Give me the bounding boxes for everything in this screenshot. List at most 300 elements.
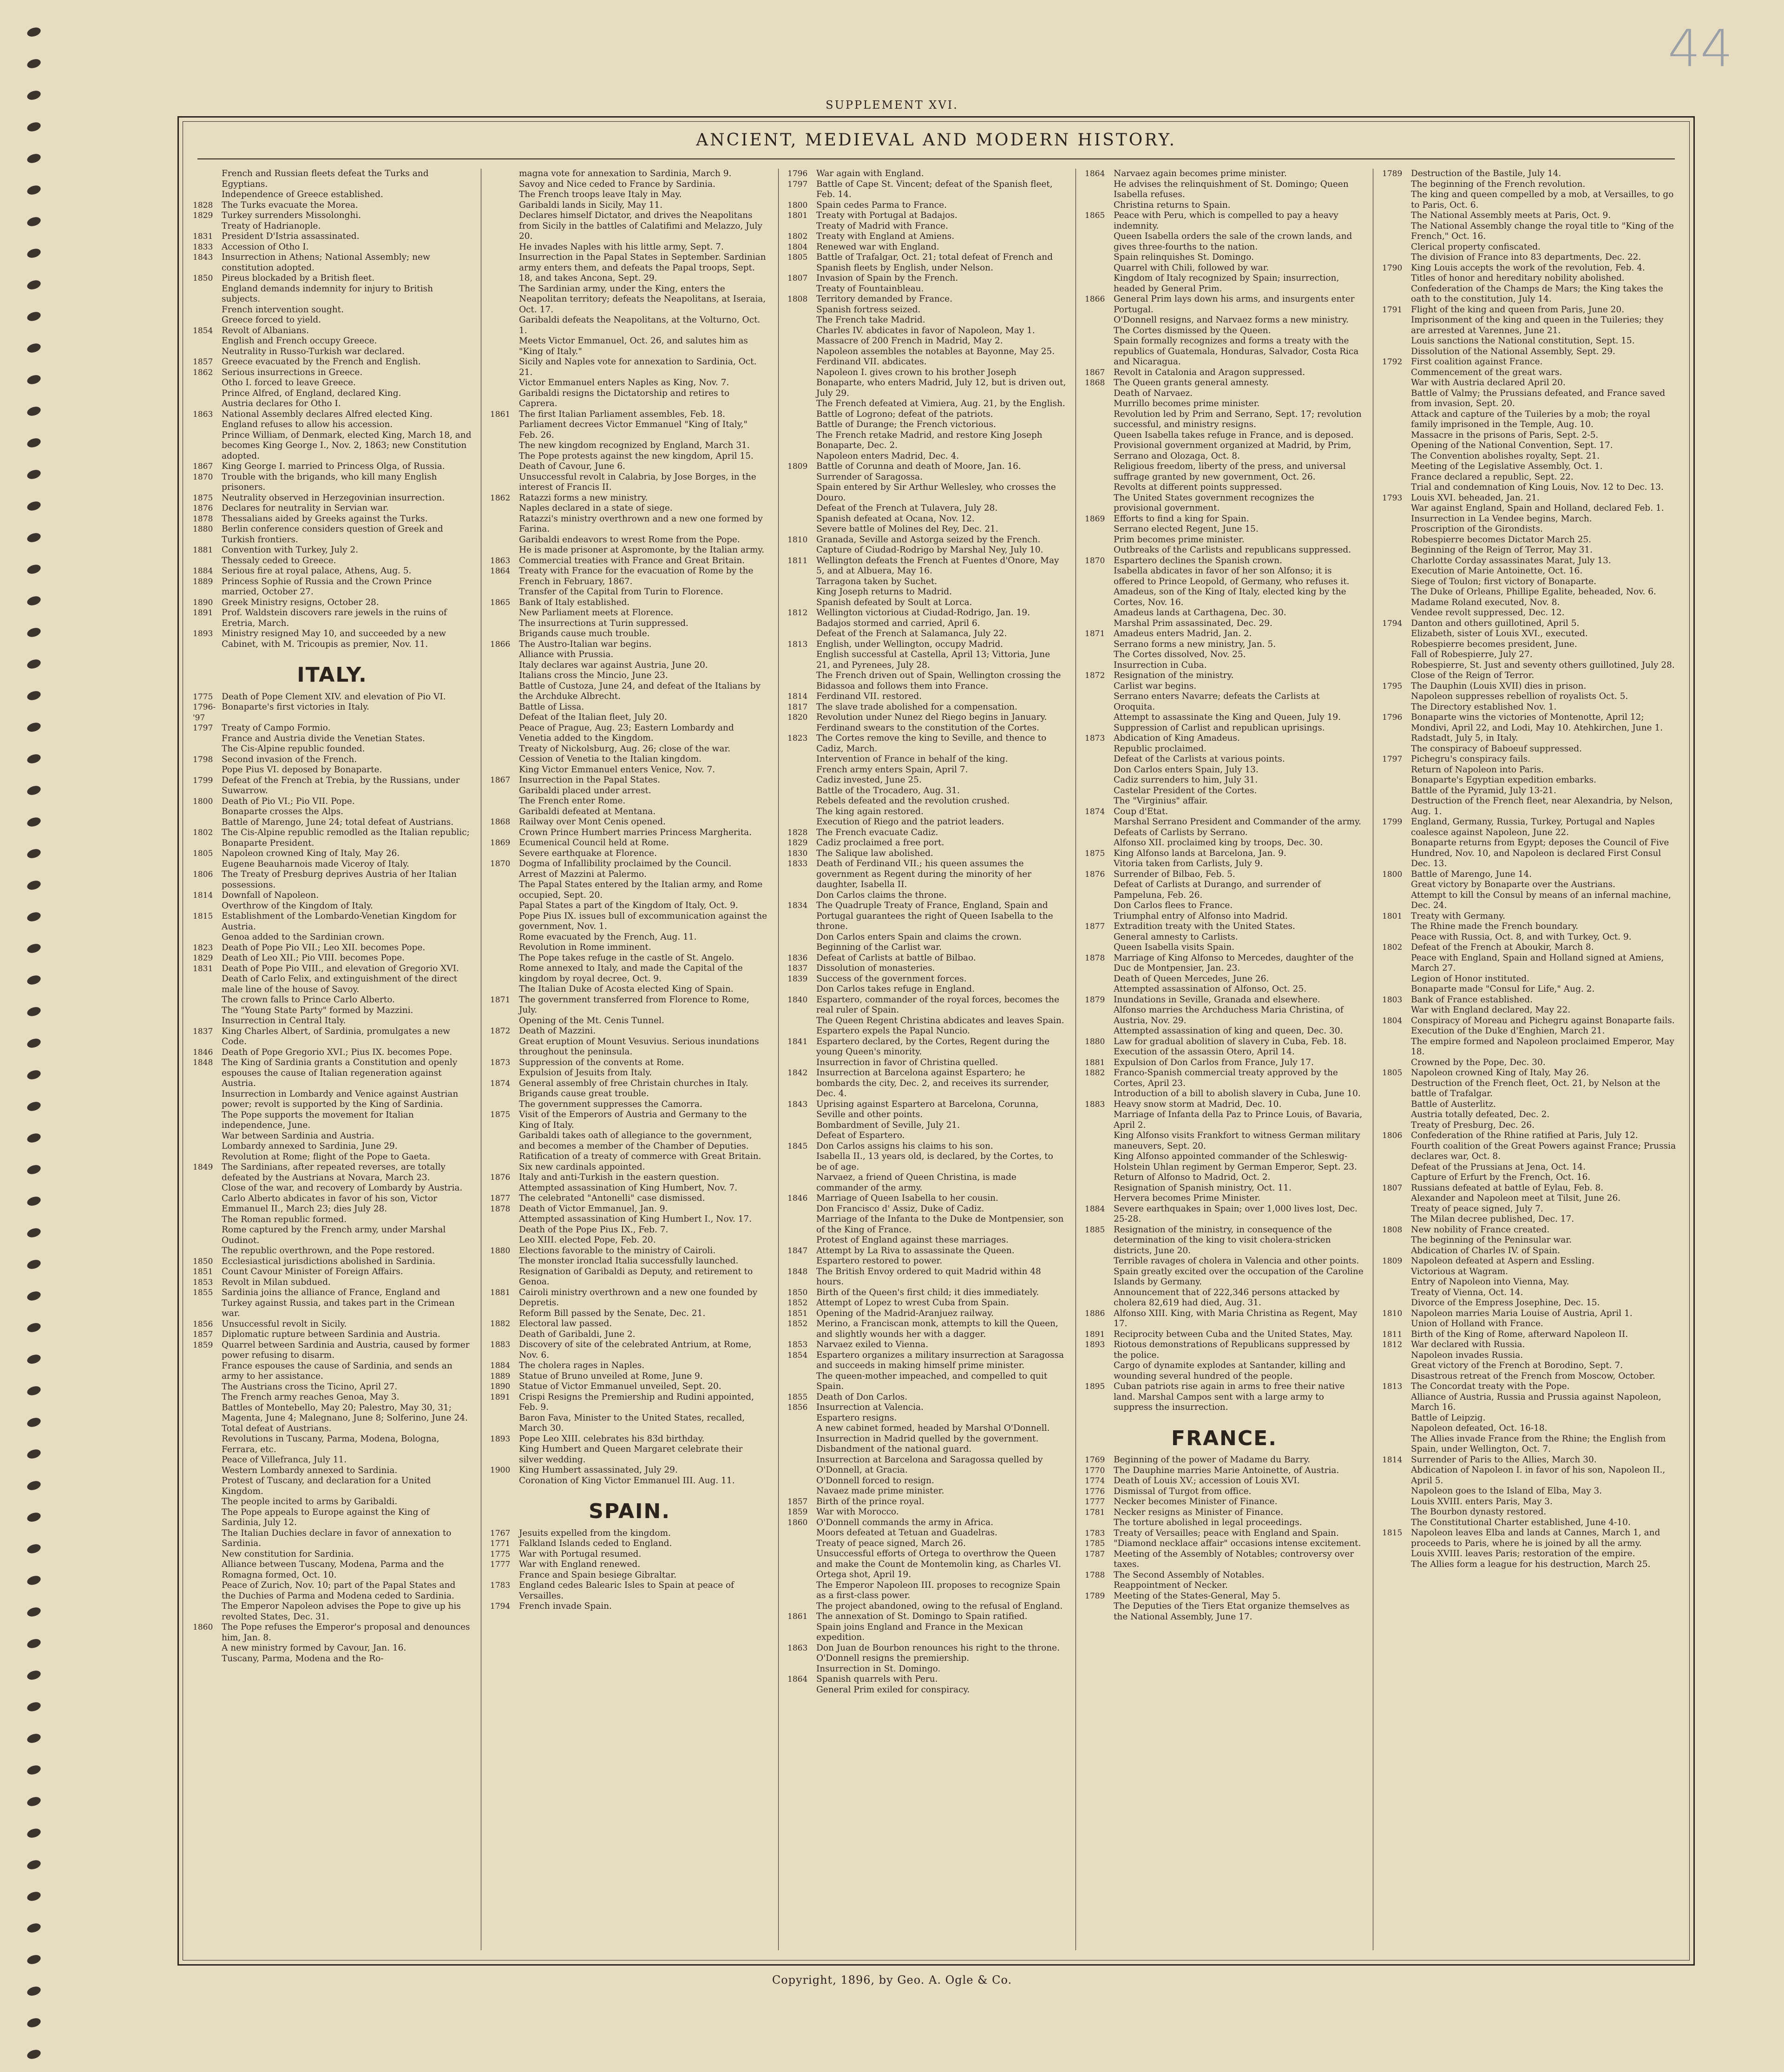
entry-text: Alfonso marries the Archduchess Maria Christina, of Austria, Nov. 29.	[1114, 1005, 1344, 1026]
entry-text: Garibaldi endeavors to wrest Rome from the Pope.	[519, 534, 740, 545]
binding-ring	[26, 658, 42, 670]
entry-year	[490, 252, 519, 284]
entry-text: Austria declares for Otho I.	[222, 399, 341, 408]
entry-text: Revolution in Rome imminent.	[519, 942, 651, 952]
history-entry	[193, 734, 472, 744]
entry-year: 1831	[193, 232, 213, 241]
entry-text: England refuses to allow his accession.	[222, 420, 393, 429]
entry-text: He advises the relinquishment of St. Domingo; Queen Isabella refuses.	[1114, 179, 1349, 199]
entry-year	[787, 671, 816, 691]
entry-year	[1382, 1037, 1411, 1058]
page-number: 44	[1668, 19, 1733, 78]
history-entry	[490, 252, 769, 284]
history-entry	[1382, 1465, 1679, 1486]
history-entry	[490, 388, 769, 409]
entry-text: Bombardment of Seville, July 21.	[816, 1120, 960, 1130]
history-entry	[787, 849, 1066, 859]
entry-year	[1085, 1601, 1114, 1622]
entry-text: Battle of Trafalgar, Oct. 21; total defeat of French and Spanish fleets by English, under Nelson.	[816, 252, 1053, 273]
entry-text: Danton and others guillotined, April 5.	[1411, 618, 1580, 628]
entry-year	[1382, 1319, 1411, 1329]
entry-text: Wellington victorious at Ciudad-Rodrigo, Jan. 19.	[816, 608, 1030, 618]
entry-text: Crispi Resigns the Premiership and Rudini appointed, Feb. 9.	[519, 1392, 754, 1412]
history-entry	[490, 702, 769, 713]
entry-text: Conspiracy of Moreau and Pichegru against Bonaparte fails.	[1411, 1015, 1675, 1026]
entry-year	[1382, 577, 1411, 587]
entry-text: The first Italian Parliament assembles, Feb. 18.	[519, 409, 725, 419]
entry-year	[1382, 1413, 1411, 1424]
history-entry	[1382, 1497, 1679, 1507]
history-entry	[1382, 305, 1679, 316]
entry-year: 1815	[1382, 1528, 1403, 1538]
entry-text: The slave trade abolished for a compensation.	[816, 702, 1017, 712]
entry-year	[1085, 482, 1114, 493]
entry-year	[193, 1580, 222, 1601]
history-entry	[1085, 493, 1364, 514]
entry-year	[1382, 650, 1411, 660]
history-entry	[1382, 514, 1679, 525]
entry-text: Death of Louis XV.; accession of Louis XVI.	[1114, 1476, 1300, 1486]
entry-year: 1882	[1085, 1068, 1105, 1078]
entry-year	[1382, 671, 1411, 681]
history-entry	[1085, 1151, 1364, 1172]
entry-year: 1830	[787, 849, 808, 858]
entry-text: Confederation of the Champs de Mars; the King takes the oath to the constitution, July 14.	[1411, 283, 1663, 304]
entry-text: Efforts to find a king for Spain.	[1114, 513, 1249, 524]
entry-year	[490, 1235, 519, 1246]
entry-text: Death of Garibaldi, June 2.	[519, 1329, 636, 1339]
entry-year	[490, 1099, 519, 1110]
history-entry	[193, 1382, 472, 1393]
entry-year: 1813	[787, 639, 808, 649]
history-entry	[1382, 179, 1679, 190]
history-entry	[1382, 482, 1679, 493]
entry-year	[193, 734, 222, 744]
entry-year: 1777	[490, 1560, 511, 1569]
entry-year: 1845	[787, 1141, 808, 1151]
entry-text: France and Austria divide the Venetian States.	[222, 733, 425, 743]
entry-text: Amadeus enters Madrid, Jan. 2.	[1114, 629, 1252, 638]
entry-text: Downfall of Napoleon.	[222, 890, 319, 900]
entry-year: 1885	[1085, 1225, 1105, 1235]
entry-year	[1085, 984, 1114, 995]
history-entry	[1085, 1193, 1364, 1204]
entry-text: Marriage of the Infanta to the Duke de Montpensier, son of the King of France.	[816, 1214, 1064, 1235]
history-entry	[193, 545, 472, 556]
history-entry	[490, 995, 769, 1016]
entry-year	[1085, 1288, 1114, 1309]
entry-text: Naples declared in a state of siege.	[519, 503, 673, 513]
entry-text: Insurrection in the Papal States.	[519, 775, 661, 785]
entry-text: Commencement of the great wars.	[1411, 367, 1562, 377]
history-entry	[490, 461, 769, 472]
entry-text: Russians defeated at battle of Eylau, Feb. 8.	[1411, 1183, 1604, 1193]
entry-text: Espartero, commander of the royal forces, becomes the real ruler of Spain.	[816, 994, 1060, 1015]
entry-text: Neutrality in Russo-Turkish war declared.	[222, 346, 405, 356]
entry-year: 1875	[193, 493, 213, 503]
history-entry	[787, 1685, 1066, 1696]
entry-year: 1797	[193, 724, 213, 733]
entry-year: 1855	[787, 1392, 808, 1402]
entry-year: 1801	[787, 211, 808, 220]
entry-year: 1893	[193, 629, 213, 638]
history-entry	[1085, 733, 1364, 744]
binding-ring	[26, 532, 42, 544]
entry-text: Declares himself Dictator, and drives the Neapolitans from Sicily in the battles of Calatifimi and Melazzo, July 20.	[519, 210, 762, 241]
entry-year	[1085, 1518, 1114, 1528]
entry-text: Vitoria taken from Carlists, July 9.	[1114, 859, 1263, 868]
entry-text: Rome evacuated by the French, Aug. 11.	[519, 932, 697, 942]
entry-year	[1382, 524, 1411, 535]
entry-year	[1382, 210, 1411, 221]
history-entry	[787, 671, 1066, 691]
entry-text: Otho I. forced to leave Greece.	[222, 378, 356, 388]
entry-year	[1085, 639, 1114, 650]
history-entry	[1382, 608, 1679, 618]
history-entry	[490, 1601, 769, 1612]
entry-year	[1085, 179, 1114, 200]
entry-year	[1382, 514, 1411, 525]
entry-text: Six new cardinals appointed.	[519, 1162, 645, 1172]
entry-text: The French evacuate Cadiz.	[816, 827, 938, 837]
entry-year: 1799	[1382, 817, 1403, 827]
history-entry	[1085, 984, 1364, 995]
entry-year	[787, 1570, 816, 1580]
binding-ring	[26, 974, 42, 986]
entry-year	[193, 974, 222, 995]
history-entry	[1382, 1455, 1679, 1466]
binding-ring	[26, 500, 42, 512]
entry-text: Savoy and Nice ceded to France by Sardinia.	[519, 179, 715, 189]
entry-text: Neutrality observed in Herzegovinian insurrection.	[222, 493, 445, 503]
entry-year	[193, 1246, 222, 1256]
entry-year	[490, 880, 519, 901]
history-entry	[787, 1507, 1066, 1518]
entry-text: Don Carlos flees to France.	[1114, 901, 1233, 910]
entry-text: Railway over Mont Cenis opened.	[519, 817, 666, 827]
entry-year	[787, 1120, 816, 1131]
entry-text: Quarrel with Chili, followed by war.	[1114, 263, 1269, 273]
entry-text: Insurrection in Central Italy.	[222, 1016, 346, 1026]
entry-text: Sicily and Naples vote for annexation to Sardinia, Oct. 21.	[519, 357, 757, 377]
entry-year	[787, 807, 816, 817]
entry-year	[1085, 880, 1114, 901]
entry-text: Opening of the National Convention, Sept. 17.	[1411, 441, 1613, 450]
entry-year: 1803	[1382, 995, 1403, 1005]
history-entry	[1085, 1256, 1364, 1267]
history-entry	[787, 650, 1066, 671]
entry-text: Attempted assassination of King Humbert, Nov. 7.	[519, 1183, 738, 1193]
entry-text: The Second Assembly of Notables.	[1114, 1570, 1265, 1580]
history-entry	[193, 911, 472, 932]
entry-text: Unsuccessful revolt in Calabria, by Jose Borges, in the interest of Francis II.	[519, 472, 756, 492]
entry-text: Union of Holland with France.	[1411, 1319, 1543, 1329]
entry-text: Robespierre becomes president, June.	[1411, 639, 1577, 649]
entry-text: Battle of Corunna and death of Moore, Jan. 16.	[816, 461, 1021, 471]
history-entry	[1382, 1277, 1679, 1288]
history-entry	[787, 1601, 1066, 1612]
history-entry	[1382, 1423, 1679, 1434]
entry-text: Ratification of a treaty of commerce with Great Britain.	[519, 1151, 761, 1161]
entry-text: Protest of England against these marriages.	[816, 1235, 1009, 1245]
history-entry	[1085, 671, 1364, 681]
history-entry	[1085, 1507, 1364, 1518]
entry-year: 1800	[1382, 869, 1403, 879]
entry-text: Reappointment of Necker.	[1114, 1580, 1228, 1590]
entry-year	[787, 1664, 816, 1675]
entry-text: The French defeated at Vimiera, Aug. 21, by the English.	[816, 399, 1065, 408]
entry-year: 1876	[193, 504, 213, 513]
entry-year	[1382, 984, 1411, 995]
entry-year	[1382, 430, 1411, 441]
history-entry	[490, 1465, 769, 1476]
history-entry	[1085, 1497, 1364, 1507]
entry-text: Garibaldi defeated at Mentana.	[519, 806, 656, 816]
history-entry	[1382, 838, 1679, 869]
history-entry	[1085, 545, 1364, 556]
entry-year	[490, 932, 519, 943]
history-entry	[1085, 618, 1364, 629]
entry-text: The king and queen compelled by a mob, at Versailles, to go to Paris, Oct. 6.	[1411, 190, 1674, 210]
binding-ring	[26, 26, 42, 38]
entry-year	[1085, 1131, 1114, 1151]
history-entry	[787, 1267, 1066, 1288]
history-entry	[787, 336, 1066, 347]
entry-year	[787, 1539, 816, 1549]
history-entry	[490, 1371, 769, 1382]
entry-text: Napoleon defeated at Aspern and Essling.	[1411, 1256, 1594, 1266]
entry-text: Death of the Pope Pius IX., Feb. 7.	[519, 1224, 669, 1235]
entry-text: The Dauphin (Louis XVII) dies in prison.	[1411, 681, 1587, 691]
history-entry	[193, 1288, 472, 1319]
entry-year: 1879	[1085, 995, 1105, 1005]
entry-year	[1382, 368, 1411, 378]
history-entry	[193, 1319, 472, 1330]
page-title: ANCIENT, MEDIEVAL AND MODERN HISTORY.	[696, 131, 1176, 150]
entry-year	[787, 1413, 816, 1424]
entry-text: Prof. Waldstein discovers rare jewels in the ruins of Eretria, March.	[222, 608, 447, 628]
entry-text: The King of Sardinia grants a Constitution and openly espouses the cause of Italian regeneration against Austria.	[222, 1058, 458, 1088]
entry-text: Defeat of the Carlists at various points.	[1114, 754, 1285, 764]
entry-text: Princess Sophie of Russia and the Crown Prince married, October 27.	[222, 576, 432, 597]
history-entry	[787, 984, 1066, 995]
history-entry	[193, 1277, 472, 1288]
entry-year	[490, 200, 519, 211]
entry-text: The Turks evacuate the Morea.	[222, 200, 358, 210]
entry-text: New Parliament meets at Florence.	[519, 608, 674, 618]
entry-year: 1805	[787, 253, 808, 262]
entry-year	[490, 587, 519, 598]
entry-text: Electoral law passed.	[519, 1319, 612, 1329]
entry-text: Amadeus, son of the King of Italy, elected king by the Cortes, Nov. 16.	[1114, 587, 1346, 607]
entry-text: Republic proclaimed.	[1114, 743, 1207, 754]
entry-text: Castelar President of the Cortes.	[1114, 785, 1257, 796]
history-entry	[193, 430, 472, 462]
entry-text: Falkland Islands ceded to England.	[519, 1539, 672, 1548]
history-entry	[490, 284, 769, 316]
entry-text: Opening of the Mt. Cenis Tunnel.	[519, 1015, 664, 1026]
history-entry	[1085, 1047, 1364, 1058]
entry-year: 1785	[1085, 1539, 1105, 1548]
entry-text: A new cabinet formed, headed by Marshal O'Donnell.	[816, 1423, 1050, 1433]
history-entry	[193, 1058, 472, 1089]
entry-text: Queen Isabella takes refuge in France, and is deposed.	[1114, 430, 1354, 440]
entry-year	[1382, 378, 1411, 388]
entry-year	[490, 963, 519, 984]
history-entry	[1085, 1131, 1364, 1151]
entry-year: 1820	[787, 713, 808, 722]
entry-year: 1880	[193, 525, 213, 534]
entry-year: 1815	[193, 912, 213, 921]
entry-text: Louis sanctions the National constitution, Sept. 15.	[1411, 336, 1635, 346]
entry-text: Marriage of Infanta della Paz to Prince Louis, of Bavaria, April 2.	[1114, 1110, 1363, 1130]
entry-text: Prim becomes prime minister.	[1114, 534, 1245, 545]
entry-text: The "Virginius" affair.	[1114, 796, 1208, 806]
history-entry	[787, 368, 1066, 399]
entry-text: Carlist war begins.	[1114, 681, 1197, 691]
history-entry	[490, 1570, 769, 1581]
entry-text: The Austrians cross the Ticino, April 27.	[222, 1381, 398, 1392]
entry-year	[1085, 1172, 1114, 1183]
history-entry	[193, 221, 472, 232]
entry-text: Don Juan de Bourbon renounces his right to the throne.	[816, 1643, 1060, 1653]
history-entry	[490, 1267, 769, 1288]
history-entry	[787, 535, 1066, 546]
entry-text: English and French occupy Greece.	[222, 336, 377, 346]
history-entry	[1085, 336, 1364, 368]
history-entry	[193, 190, 472, 200]
entry-text: War declared with Russia.	[1411, 1340, 1525, 1349]
history-entry	[1382, 754, 1679, 765]
entry-text: Death of Narvaez.	[1114, 388, 1193, 398]
entry-year	[490, 702, 519, 713]
binding-ring	[26, 1164, 42, 1176]
entry-year	[490, 190, 519, 200]
history-entry	[1085, 1361, 1364, 1381]
section-heading-spain: SPAIN.	[589, 1500, 670, 1523]
history-entry	[787, 691, 1066, 702]
history-entry	[193, 1580, 472, 1601]
entry-text: Severe earthquake at Florence.	[519, 848, 657, 858]
entry-year	[1085, 974, 1114, 985]
entry-year: 1857	[193, 357, 213, 367]
entry-year	[1382, 1204, 1411, 1215]
entry-year	[193, 1654, 222, 1664]
history-entry	[1382, 911, 1679, 922]
history-entry	[1382, 1361, 1679, 1371]
history-entry	[1382, 315, 1679, 336]
entry-year	[1085, 409, 1114, 430]
entry-year: 1876	[1085, 869, 1105, 879]
supplement-label: SUPPLEMENT XVI.	[826, 99, 958, 112]
entry-year: 1789	[1085, 1591, 1105, 1601]
history-entry	[490, 451, 769, 462]
history-entry	[1085, 1089, 1364, 1099]
entry-text: Peace with England, Spain and Holland signed at Amiens, March 27.	[1411, 953, 1664, 973]
entry-text: Revolution led by Prim and Serrano, Sept. 17; revolution successful, and ministry resigns.	[1114, 409, 1362, 429]
entry-text: War again with England.	[816, 169, 924, 178]
entry-text: Serious fire at royal palace, Athens, Aug. 5.	[222, 566, 412, 576]
entry-text: Elections favorable to the ministry of Cairoli.	[519, 1245, 716, 1256]
history-entry	[193, 974, 472, 995]
entry-year	[1085, 691, 1114, 712]
history-entry	[490, 942, 769, 953]
entry-year: 1788	[1085, 1570, 1105, 1580]
entry-year	[1085, 1267, 1114, 1288]
history-entry	[787, 221, 1066, 232]
entry-text: Napoleon leaves Elba and lands at Cannes, March 1, and proceeds to Paris, where he is joined by all the army.	[1411, 1528, 1660, 1548]
entry-text: Ecumenical Council held at Rome.	[519, 838, 669, 848]
history-entry	[787, 1402, 1066, 1413]
entry-year	[787, 1476, 816, 1487]
entry-year	[1382, 932, 1411, 943]
entry-year	[787, 1214, 816, 1235]
entry-text: Marriage of Queen Isabella to her cousin.	[816, 1193, 998, 1203]
entry-text: The beginning of the Peninsular war.	[1411, 1235, 1572, 1245]
history-entry	[490, 1026, 769, 1037]
entry-text: Law for gradual abolition of slavery in Cuba, Feb. 18.	[1114, 1036, 1347, 1046]
history-entry	[490, 420, 769, 441]
entry-text: The United States government recognizes the provisional government.	[1114, 493, 1314, 513]
history-entry	[1382, 1068, 1679, 1079]
history-entry	[1085, 754, 1364, 765]
entry-year	[1382, 388, 1411, 409]
entry-year	[1085, 744, 1114, 755]
entry-year: 1853	[193, 1277, 213, 1287]
history-entry	[193, 315, 472, 326]
history-entry	[1085, 514, 1364, 525]
entry-year: 1851	[787, 1309, 808, 1318]
history-entry	[787, 723, 1066, 734]
entry-year	[1085, 1183, 1114, 1194]
history-entry	[787, 482, 1066, 503]
history-entry	[1085, 430, 1364, 441]
column-4-top-entries	[1085, 169, 1364, 1413]
history-entry	[1382, 1110, 1679, 1120]
history-entry	[490, 179, 769, 190]
entry-text: Trial and condemnation of King Louis, Nov. 12 to Dec. 13.	[1411, 482, 1664, 492]
history-entry	[1085, 723, 1364, 734]
entry-text: Introduction of a bill to abolish slavery in Cuba, June 10.	[1114, 1089, 1361, 1098]
history-entry	[490, 953, 769, 964]
entry-text: The National Assembly meets at Paris, Oct. 9.	[1411, 210, 1611, 220]
entry-text: Triumphal entry of Alfonso into Madrid.	[1114, 911, 1288, 921]
history-entry	[1382, 1486, 1679, 1497]
history-entry	[193, 1329, 472, 1340]
entry-year	[1382, 660, 1411, 671]
history-entry	[787, 587, 1066, 598]
entry-text: Birth of the prince royal.	[816, 1496, 925, 1506]
history-entry	[787, 179, 1066, 200]
entry-year: 1848	[787, 1267, 808, 1276]
entry-year: 1873	[1085, 734, 1105, 743]
history-entry	[1382, 430, 1679, 441]
history-entry	[490, 1381, 769, 1392]
entry-text: Expulsion of Don Carlos from France, July 17.	[1114, 1057, 1314, 1067]
entry-year	[787, 1528, 816, 1539]
entry-text: Insurrection in favor of Christina quelled.	[816, 1057, 998, 1067]
entry-year	[490, 179, 519, 190]
entry-text: Murrillo becomes prime minister.	[1114, 399, 1260, 408]
entry-year	[1085, 1151, 1114, 1172]
entry-text: Expulsion of Jesuits from Italy.	[519, 1068, 652, 1078]
history-entry	[1085, 1026, 1364, 1037]
entry-text: Renewed war with England.	[816, 242, 939, 252]
entry-year	[1085, 786, 1114, 796]
history-entry	[193, 1403, 472, 1424]
history-entry	[1085, 587, 1364, 608]
history-entry	[787, 1141, 1066, 1152]
